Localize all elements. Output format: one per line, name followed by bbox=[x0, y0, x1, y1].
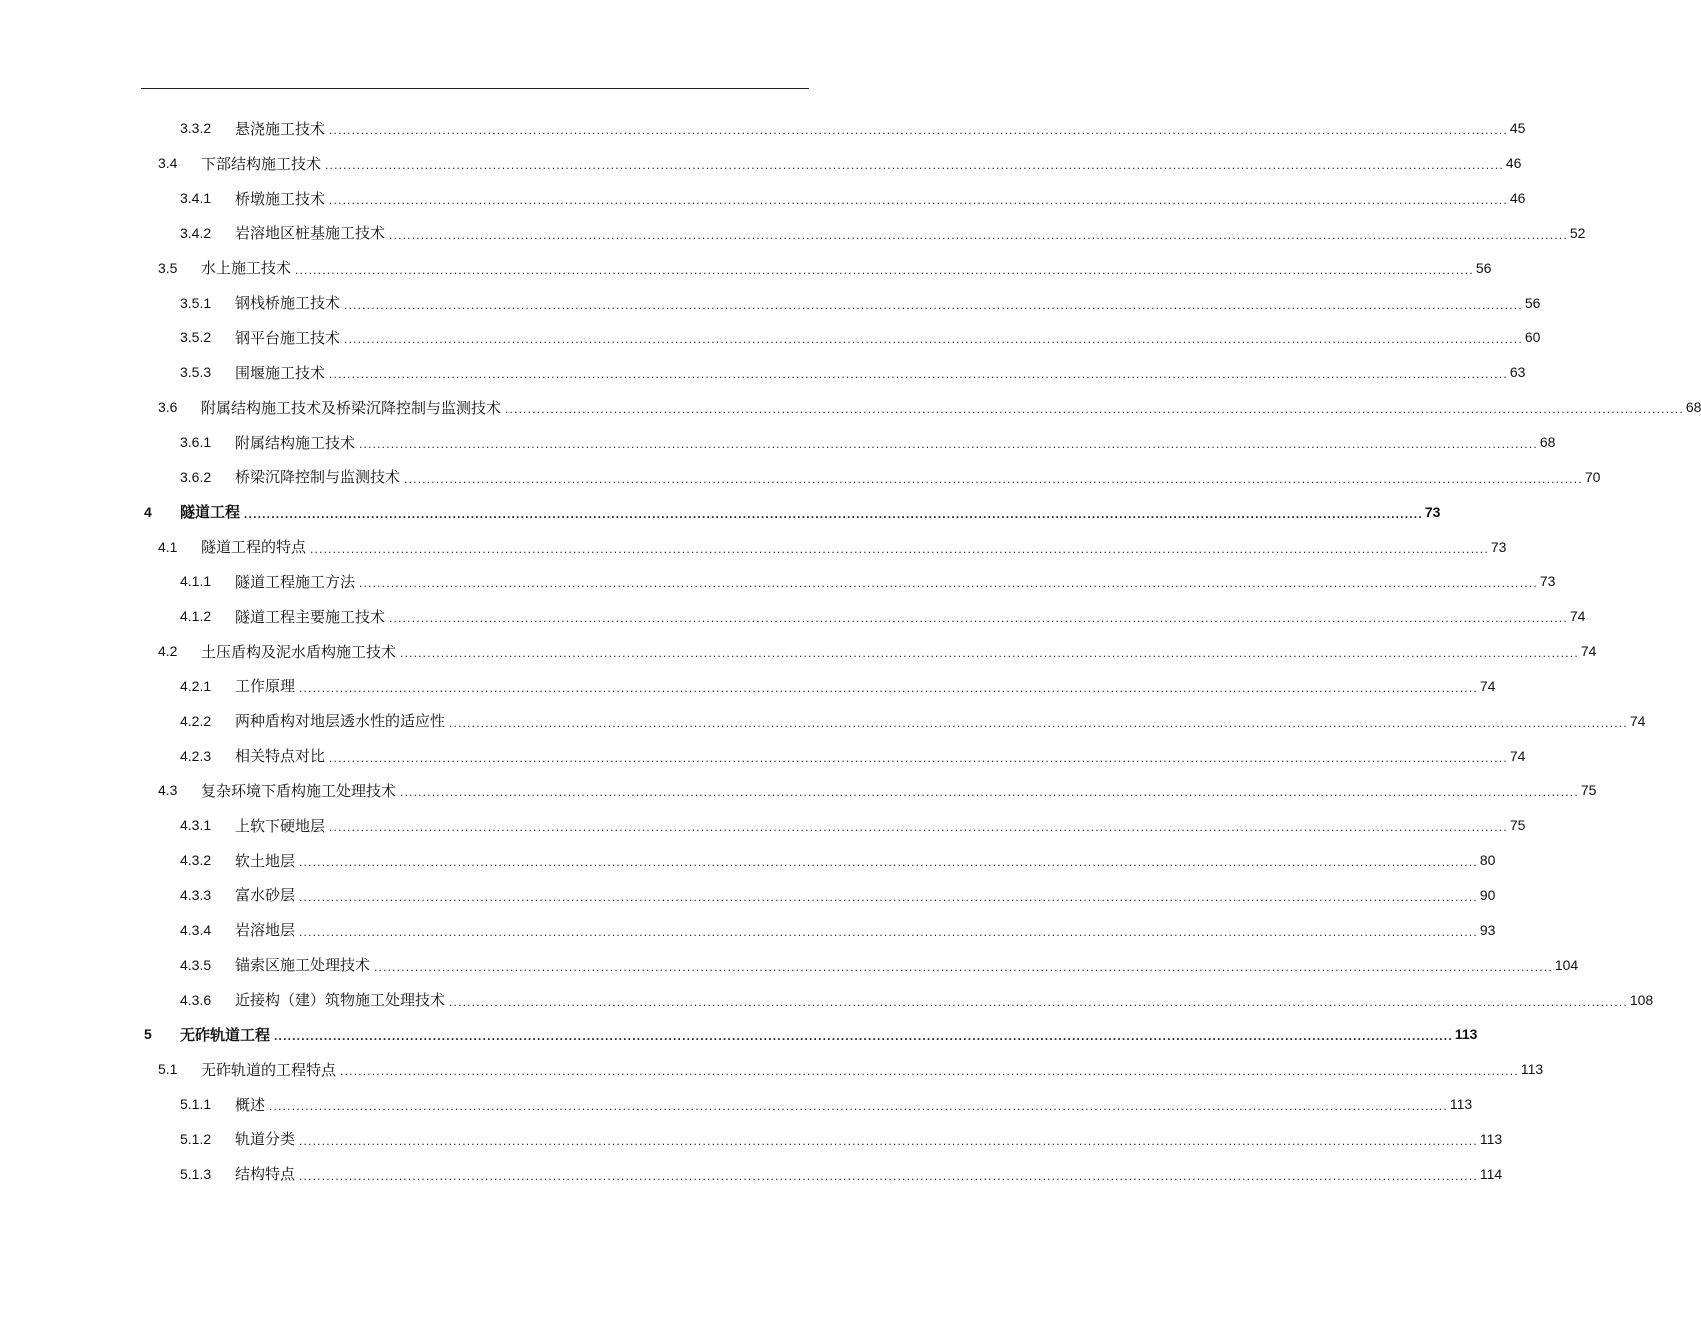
toc-dot-leader: .................................................................................................................................................................................................................................................................... bbox=[325, 158, 1504, 173]
toc-entry[interactable] bbox=[0, 459, 1601, 494]
toc-entry-number: 4.3.3 bbox=[180, 886, 212, 903]
toc-entry[interactable] bbox=[0, 912, 1496, 947]
toc-entry-page-number: 60 bbox=[1524, 329, 1541, 346]
toc-entry[interactable] bbox=[0, 1017, 1478, 1052]
toc-entry[interactable] bbox=[0, 982, 1654, 1017]
toc-entry-title: 结构特点 bbox=[235, 1165, 296, 1184]
toc-entry[interactable] bbox=[0, 669, 1496, 704]
toc-entry[interactable] bbox=[0, 320, 1541, 355]
toc-entry-title: 下部结构施工技术 bbox=[201, 154, 322, 173]
toc-entry-number: 4.3.6 bbox=[180, 991, 212, 1008]
toc-entry[interactable] bbox=[0, 843, 1496, 878]
toc-entry[interactable] bbox=[0, 599, 1586, 634]
toc-entry-title: 隧道工程施工方法 bbox=[235, 572, 356, 591]
toc-entry-title: 土压盾构及泥水盾构施工技术 bbox=[201, 642, 397, 661]
toc-dot-leader: .................................................................................................................................................................................................................................................................... bbox=[274, 1029, 1453, 1044]
toc-entry-number: 4.1.1 bbox=[180, 573, 212, 590]
toc-entry-title: 水上施工技术 bbox=[201, 259, 292, 278]
toc-entry-number: 3.5.1 bbox=[180, 294, 212, 311]
toc-entry-title: 附属结构施工技术 bbox=[235, 433, 356, 452]
toc-entry-number: 3.6.1 bbox=[180, 434, 212, 451]
header-rule bbox=[141, 88, 809, 89]
toc-entry-number: 5 bbox=[144, 1026, 152, 1043]
toc-entry-page-number: 104 bbox=[1554, 956, 1579, 973]
toc-entry-title: 富水砂层 bbox=[235, 886, 296, 905]
toc-entry-page-number: 56 bbox=[1524, 294, 1541, 311]
toc-dot-leader: .................................................................................................................................................................................................................................................................... bbox=[344, 332, 1523, 347]
toc-entry-number: 5.1.1 bbox=[180, 1096, 212, 1113]
toc-entry-title: 悬浇施工技术 bbox=[235, 119, 326, 138]
toc-entry-number: 4.2.1 bbox=[180, 677, 212, 694]
toc-entry-title: 上软下硬地层 bbox=[235, 816, 326, 835]
toc-entry-number: 4.3.4 bbox=[180, 921, 212, 938]
toc-entry-title: 锚索区施工处理技术 bbox=[235, 956, 371, 975]
toc-entry-page-number: 75 bbox=[1509, 817, 1526, 834]
toc-dot-leader: .................................................................................................................................................................................................................................................................... bbox=[340, 1064, 1519, 1079]
toc-entry[interactable] bbox=[0, 1087, 1473, 1122]
toc-dot-leader: .................................................................................................................................................................................................................................................................... bbox=[269, 1099, 1448, 1114]
toc-entry-title: 概述 bbox=[235, 1095, 266, 1114]
toc-dot-leader: .................................................................................................................................................................................................................................................................... bbox=[244, 506, 1423, 521]
toc-entry-number: 4.3.1 bbox=[180, 817, 212, 834]
toc-entry[interactable] bbox=[0, 564, 1556, 599]
toc-dot-leader: .................................................................................................................................................................................................................................................................... bbox=[404, 471, 1583, 486]
toc-entry[interactable] bbox=[0, 738, 1526, 773]
toc-entry-number: 3.5 bbox=[158, 259, 178, 276]
toc-entry-title: 桥梁沉降控制与监测技术 bbox=[235, 468, 401, 487]
toc-entry-page-number: 93 bbox=[1479, 921, 1496, 938]
toc-entry-title: 软土地层 bbox=[235, 851, 296, 870]
toc-entry[interactable] bbox=[0, 703, 1646, 738]
toc-entry[interactable] bbox=[0, 425, 1556, 460]
toc-entry-page-number: 74 bbox=[1580, 643, 1597, 660]
toc-entry-title: 隧道工程 bbox=[180, 503, 241, 522]
toc-entry-page-number: 74 bbox=[1569, 608, 1586, 625]
toc-dot-leader: .................................................................................................................................................................................................................................................................... bbox=[359, 576, 1538, 591]
toc-entry-title: 近接构（建）筑物施工处理技术 bbox=[235, 991, 446, 1010]
toc-entry-number: 3.5.2 bbox=[180, 329, 212, 346]
toc-entry-title: 岩溶地层 bbox=[235, 921, 296, 940]
toc-entry-number: 4 bbox=[144, 503, 152, 520]
toc-dot-leader: .................................................................................................................................................................................................................................................................... bbox=[299, 1168, 1478, 1183]
toc-entry-page-number: 108 bbox=[1629, 991, 1654, 1008]
toc-entry[interactable] bbox=[0, 808, 1526, 843]
toc-entry-number: 4.2.2 bbox=[180, 712, 212, 729]
toc-entry-number: 3.4 bbox=[158, 155, 178, 172]
toc-entry-page-number: 114 bbox=[1479, 1165, 1503, 1182]
toc-entry-page-number: 74 bbox=[1629, 712, 1646, 729]
toc-entry-number: 3.5.3 bbox=[180, 364, 212, 381]
toc-dot-leader: .................................................................................................................................................................................................................................................................... bbox=[329, 750, 1508, 765]
toc-dot-leader: .................................................................................................................................................................................................................................................................... bbox=[374, 959, 1553, 974]
toc-entry[interactable] bbox=[0, 390, 1701, 425]
toc-dot-leader: .................................................................................................................................................................................................................................................................... bbox=[299, 1133, 1478, 1148]
toc-entry-page-number: 45 bbox=[1509, 120, 1526, 137]
toc-dot-leader: .................................................................................................................................................................................................................................................................... bbox=[329, 193, 1508, 208]
toc-dot-leader: .................................................................................................................................................................................................................................................................... bbox=[400, 785, 1579, 800]
toc-entry-title: 复杂环境下盾构施工处理技术 bbox=[201, 781, 397, 800]
toc-dot-leader: .................................................................................................................................................................................................................................................................... bbox=[299, 855, 1478, 870]
toc-entry-page-number: 113 bbox=[1454, 1026, 1478, 1043]
toc-entry-title: 围堰施工技术 bbox=[235, 363, 326, 382]
toc-entry-page-number: 74 bbox=[1479, 677, 1496, 694]
toc-entry-page-number: 73 bbox=[1539, 573, 1556, 590]
toc-entry-number: 4.2.3 bbox=[180, 747, 212, 764]
toc-entry-title: 无砟轨道的工程特点 bbox=[201, 1060, 337, 1079]
toc-entry[interactable] bbox=[0, 355, 1526, 390]
toc-entry-page-number: 63 bbox=[1509, 364, 1526, 381]
toc-dot-leader: .................................................................................................................................................................................................................................................................... bbox=[329, 123, 1508, 138]
toc-entry-title: 工作原理 bbox=[235, 677, 296, 696]
toc-entry-number: 3.3.2 bbox=[180, 120, 212, 137]
toc-entry-number: 4.1 bbox=[158, 538, 178, 555]
toc-entry-title: 附属结构施工技术及桥梁沉降控制与监测技术 bbox=[201, 398, 502, 417]
toc-entry-number: 3.6.2 bbox=[180, 468, 212, 485]
toc-entry[interactable] bbox=[0, 878, 1496, 913]
toc-entry-page-number: 52 bbox=[1569, 224, 1586, 241]
toc-entry-page-number: 75 bbox=[1580, 782, 1597, 799]
toc-entry[interactable] bbox=[0, 285, 1541, 320]
toc-dot-leader: .................................................................................................................................................................................................................................................................... bbox=[389, 611, 1568, 626]
toc-entry-title: 隧道工程的特点 bbox=[201, 538, 307, 557]
toc-dot-leader: .................................................................................................................................................................................................................................................................... bbox=[295, 262, 1474, 277]
toc-entry-title: 相关特点对比 bbox=[235, 747, 326, 766]
toc-entry-page-number: 68 bbox=[1539, 434, 1556, 451]
toc-entry-page-number: 70 bbox=[1584, 468, 1601, 485]
toc-entry-number: 5.1.2 bbox=[180, 1130, 212, 1147]
toc-entry[interactable] bbox=[0, 947, 1579, 982]
toc-dot-leader: .................................................................................................................................................................................................................................................................... bbox=[505, 402, 1684, 417]
toc-entry[interactable] bbox=[0, 1121, 1503, 1156]
toc-entry-number: 5.1.3 bbox=[180, 1165, 212, 1182]
toc-dot-leader: .................................................................................................................................................................................................................................................................... bbox=[344, 297, 1523, 312]
toc-dot-leader: .................................................................................................................................................................................................................................................................... bbox=[400, 646, 1579, 661]
toc-entry-number: 3.4.1 bbox=[180, 190, 212, 207]
toc-entry-title: 岩溶地区桩基施工技术 bbox=[235, 224, 386, 243]
toc-entry-page-number: 90 bbox=[1479, 886, 1496, 903]
toc-entry-page-number: 46 bbox=[1505, 155, 1522, 172]
toc-entry-title: 桥墩施工技术 bbox=[235, 189, 326, 208]
toc-entry[interactable] bbox=[0, 1052, 1544, 1087]
toc-entry-number: 4.2 bbox=[158, 643, 178, 660]
toc-entry-page-number: 46 bbox=[1509, 190, 1526, 207]
toc-entry[interactable] bbox=[0, 250, 1492, 285]
toc-entry-title: 轨道分类 bbox=[235, 1130, 296, 1149]
toc-dot-leader: .................................................................................................................................................................................................................................................................... bbox=[329, 820, 1508, 835]
toc-entry-number: 4.3 bbox=[158, 782, 178, 799]
toc-entry-page-number: 73 bbox=[1424, 503, 1441, 520]
toc-dot-leader: .................................................................................................................................................................................................................................................................... bbox=[299, 889, 1478, 904]
toc-entry[interactable] bbox=[0, 216, 1586, 251]
toc-entry-number: 5.1 bbox=[158, 1061, 178, 1078]
toc-entry-page-number: 56 bbox=[1475, 259, 1492, 276]
toc-entry-title: 钢栈桥施工技术 bbox=[235, 294, 341, 313]
toc-dot-leader: .................................................................................................................................................................................................................................................................... bbox=[359, 437, 1538, 452]
toc-entry-page-number: 68 bbox=[1685, 399, 1701, 416]
toc-entry-title: 钢平台施工技术 bbox=[235, 328, 341, 347]
toc-entry[interactable] bbox=[0, 146, 1522, 181]
toc-dot-leader: .................................................................................................................................................................................................................................................................... bbox=[329, 367, 1508, 382]
toc-entry[interactable] bbox=[0, 111, 1526, 146]
toc-entry-number: 3.4.2 bbox=[180, 224, 212, 241]
toc-entry[interactable] bbox=[0, 1156, 1503, 1191]
toc-entry-page-number: 80 bbox=[1479, 852, 1496, 869]
toc-entry[interactable] bbox=[0, 773, 1597, 808]
table-of-contents bbox=[0, 111, 1701, 1191]
toc-entry-title: 隧道工程主要施工技术 bbox=[235, 607, 386, 626]
toc-entry[interactable] bbox=[0, 181, 1526, 216]
toc-entry-title: 两种盾构对地层透水性的适应性 bbox=[235, 712, 446, 731]
toc-entry-page-number: 73 bbox=[1490, 538, 1507, 555]
toc-dot-leader: .................................................................................................................................................................................................................................................................... bbox=[449, 994, 1628, 1009]
toc-entry-page-number: 113 bbox=[1449, 1096, 1473, 1113]
toc-dot-leader: .................................................................................................................................................................................................................................................................... bbox=[310, 541, 1489, 556]
toc-entry[interactable] bbox=[0, 634, 1597, 669]
toc-entry[interactable] bbox=[0, 494, 1441, 529]
toc-dot-leader: .................................................................................................................................................................................................................................................................... bbox=[389, 227, 1568, 242]
toc-entry-number: 4.1.2 bbox=[180, 608, 212, 625]
toc-entry-number: 3.6 bbox=[158, 399, 178, 416]
toc-dot-leader: .................................................................................................................................................................................................................................................................... bbox=[299, 680, 1478, 695]
toc-entry-page-number: 74 bbox=[1509, 747, 1526, 764]
toc-entry-title: 无砟轨道工程 bbox=[180, 1025, 271, 1044]
toc-entry-number: 4.3.5 bbox=[180, 956, 212, 973]
toc-entry-page-number: 113 bbox=[1520, 1061, 1544, 1078]
toc-dot-leader: .................................................................................................................................................................................................................................................................... bbox=[299, 924, 1478, 939]
toc-entry[interactable] bbox=[0, 529, 1507, 564]
toc-entry-page-number: 113 bbox=[1479, 1130, 1503, 1147]
toc-entry-number: 4.3.2 bbox=[180, 852, 212, 869]
toc-dot-leader: .................................................................................................................................................................................................................................................................... bbox=[449, 715, 1628, 730]
